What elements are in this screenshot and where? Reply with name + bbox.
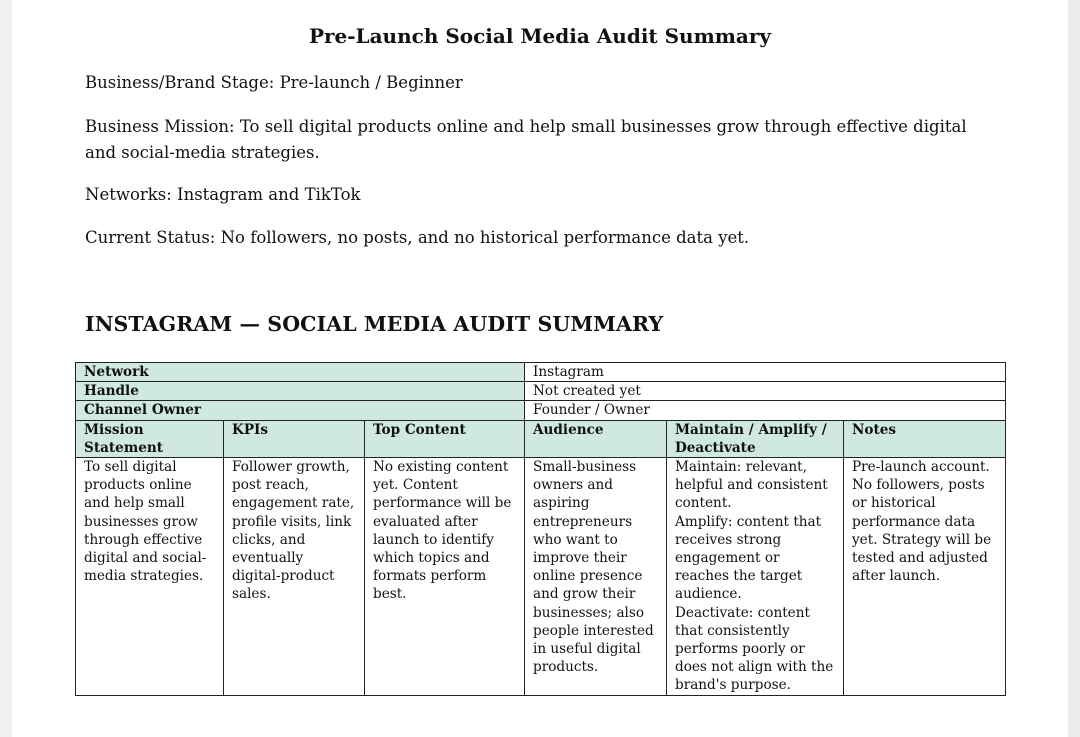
table-header-row xyxy=(76,420,1006,457)
table-row xyxy=(76,458,1006,696)
table-row-handle xyxy=(76,382,1006,401)
channel-owner-label-cell: Channel Owner xyxy=(76,401,525,420)
brand-stage-paragraph: Business/Brand Stage: Pre-launch / Beginner xyxy=(85,73,463,92)
network-label-cell: Network xyxy=(76,363,525,382)
table-row-channel-owner xyxy=(76,401,1006,420)
audience-cell: Small-business owners and aspiring entrepreneurs who want to improve their online presence and grow their businesses; also people interested in useful digital products. xyxy=(525,458,667,696)
handle-value-cell: Not created yet xyxy=(525,382,1006,401)
top-content-cell: No existing content yet. Content performance will be evaluated after launch to identify which topics and formats perform best. xyxy=(365,458,525,696)
handle-label-cell: Handle xyxy=(76,382,525,401)
header-top-content: Top Content xyxy=(365,420,525,457)
document-title: Pre-Launch Social Media Audit Summary xyxy=(308,24,772,48)
instagram-section-title: INSTAGRAM — SOCIAL MEDIA AUDIT SUMMARY xyxy=(85,312,664,336)
networks-paragraph: Networks: Instagram and TikTok xyxy=(85,185,361,204)
header-notes: Notes xyxy=(844,420,1006,457)
mission-statement-cell: To sell digital products online and help small businesses grow through effective digital and social-media strategies. xyxy=(76,458,224,696)
current-status-paragraph: Current Status: No followers, no posts, and no historical performance data yet. xyxy=(85,228,750,247)
notes-cell: Pre-launch account. No followers, posts or historical performance data yet. Strategy will be tested and adjusted after launch. xyxy=(844,458,1006,696)
maintain-amplify-deactivate-cell: Maintain: relevant, helpful and consistent content. Amplify: content that receives strong engagement or reaches the target audience. Deactivate: content that consistently performs poorly or does not align with the brand's purpose. xyxy=(667,458,844,696)
header-audience: Audience xyxy=(525,420,667,457)
header-mission-statement: Mission Statement xyxy=(76,420,224,457)
channel-owner-value-cell: Founder / Owner xyxy=(525,401,1006,420)
business-mission-paragraph: Business Mission: To sell digital products online and help small businesses grow through effective digital and social-media strategies. xyxy=(85,117,967,162)
kpis-cell: Follower growth, post reach, engagement rate, profile visits, link clicks, and eventually digital-product sales. xyxy=(224,458,365,696)
header-maintain-amplify-deactivate: Maintain / Amplify / Deactivate xyxy=(667,420,844,457)
table-row-network xyxy=(76,363,1006,382)
header-kpis: KPIs xyxy=(224,420,365,457)
network-value-cell: Instagram xyxy=(525,363,1006,382)
instagram-audit-table xyxy=(75,362,1006,696)
